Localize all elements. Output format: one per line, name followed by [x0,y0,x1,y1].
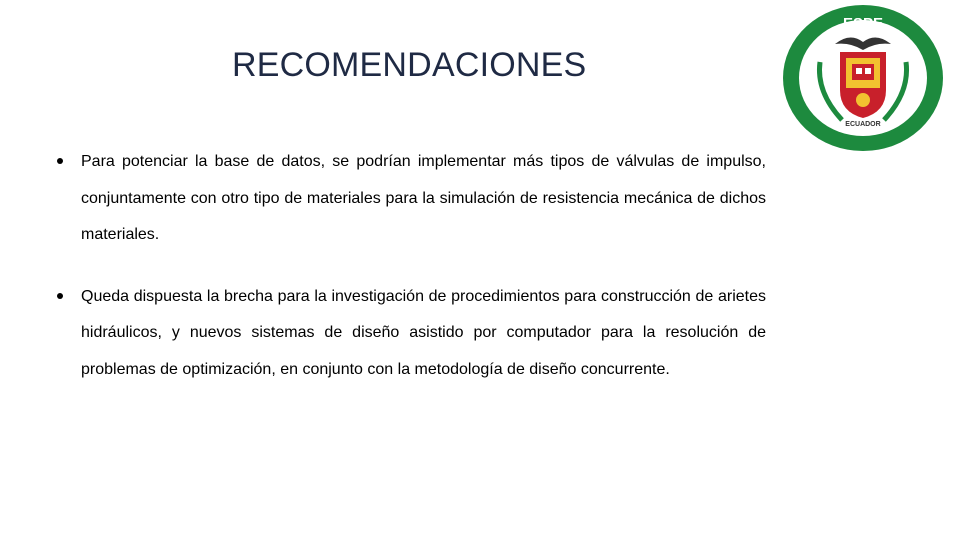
logo-sun-icon [856,93,870,107]
logo-top-text: ESPE [842,15,884,32]
logo-ring-text: UNIVERSIDAD DE LAS FUERZAS ARMADAS [799,73,927,138]
list-item-text: Para potenciar la base de datos, se podrían implementar más tipos de válvulas de impulso, conjuntamente con otro tipo de materiales para la simulación de resistencia mecánica de dichos materiales. [81,153,766,243]
logo-country-text: ECUADOR [845,121,881,128]
list-item-text: Queda dispuesta la brecha para la investigación de procedimientos para construcción de arietes hidráulicos, y nuevos sistemas de diseño asistido por computador para la resolución de problemas de optimización, en conjunto con la metodología de diseño concurrente. [81,287,766,378]
list-item [50,144,766,254]
bullet-icon [57,293,63,299]
espe-logo [780,2,946,154]
recommendation-list [50,144,766,413]
list-item [50,279,766,389]
bullet-icon [57,158,63,164]
slide-title: RECOMENDACIONES [232,46,587,84]
